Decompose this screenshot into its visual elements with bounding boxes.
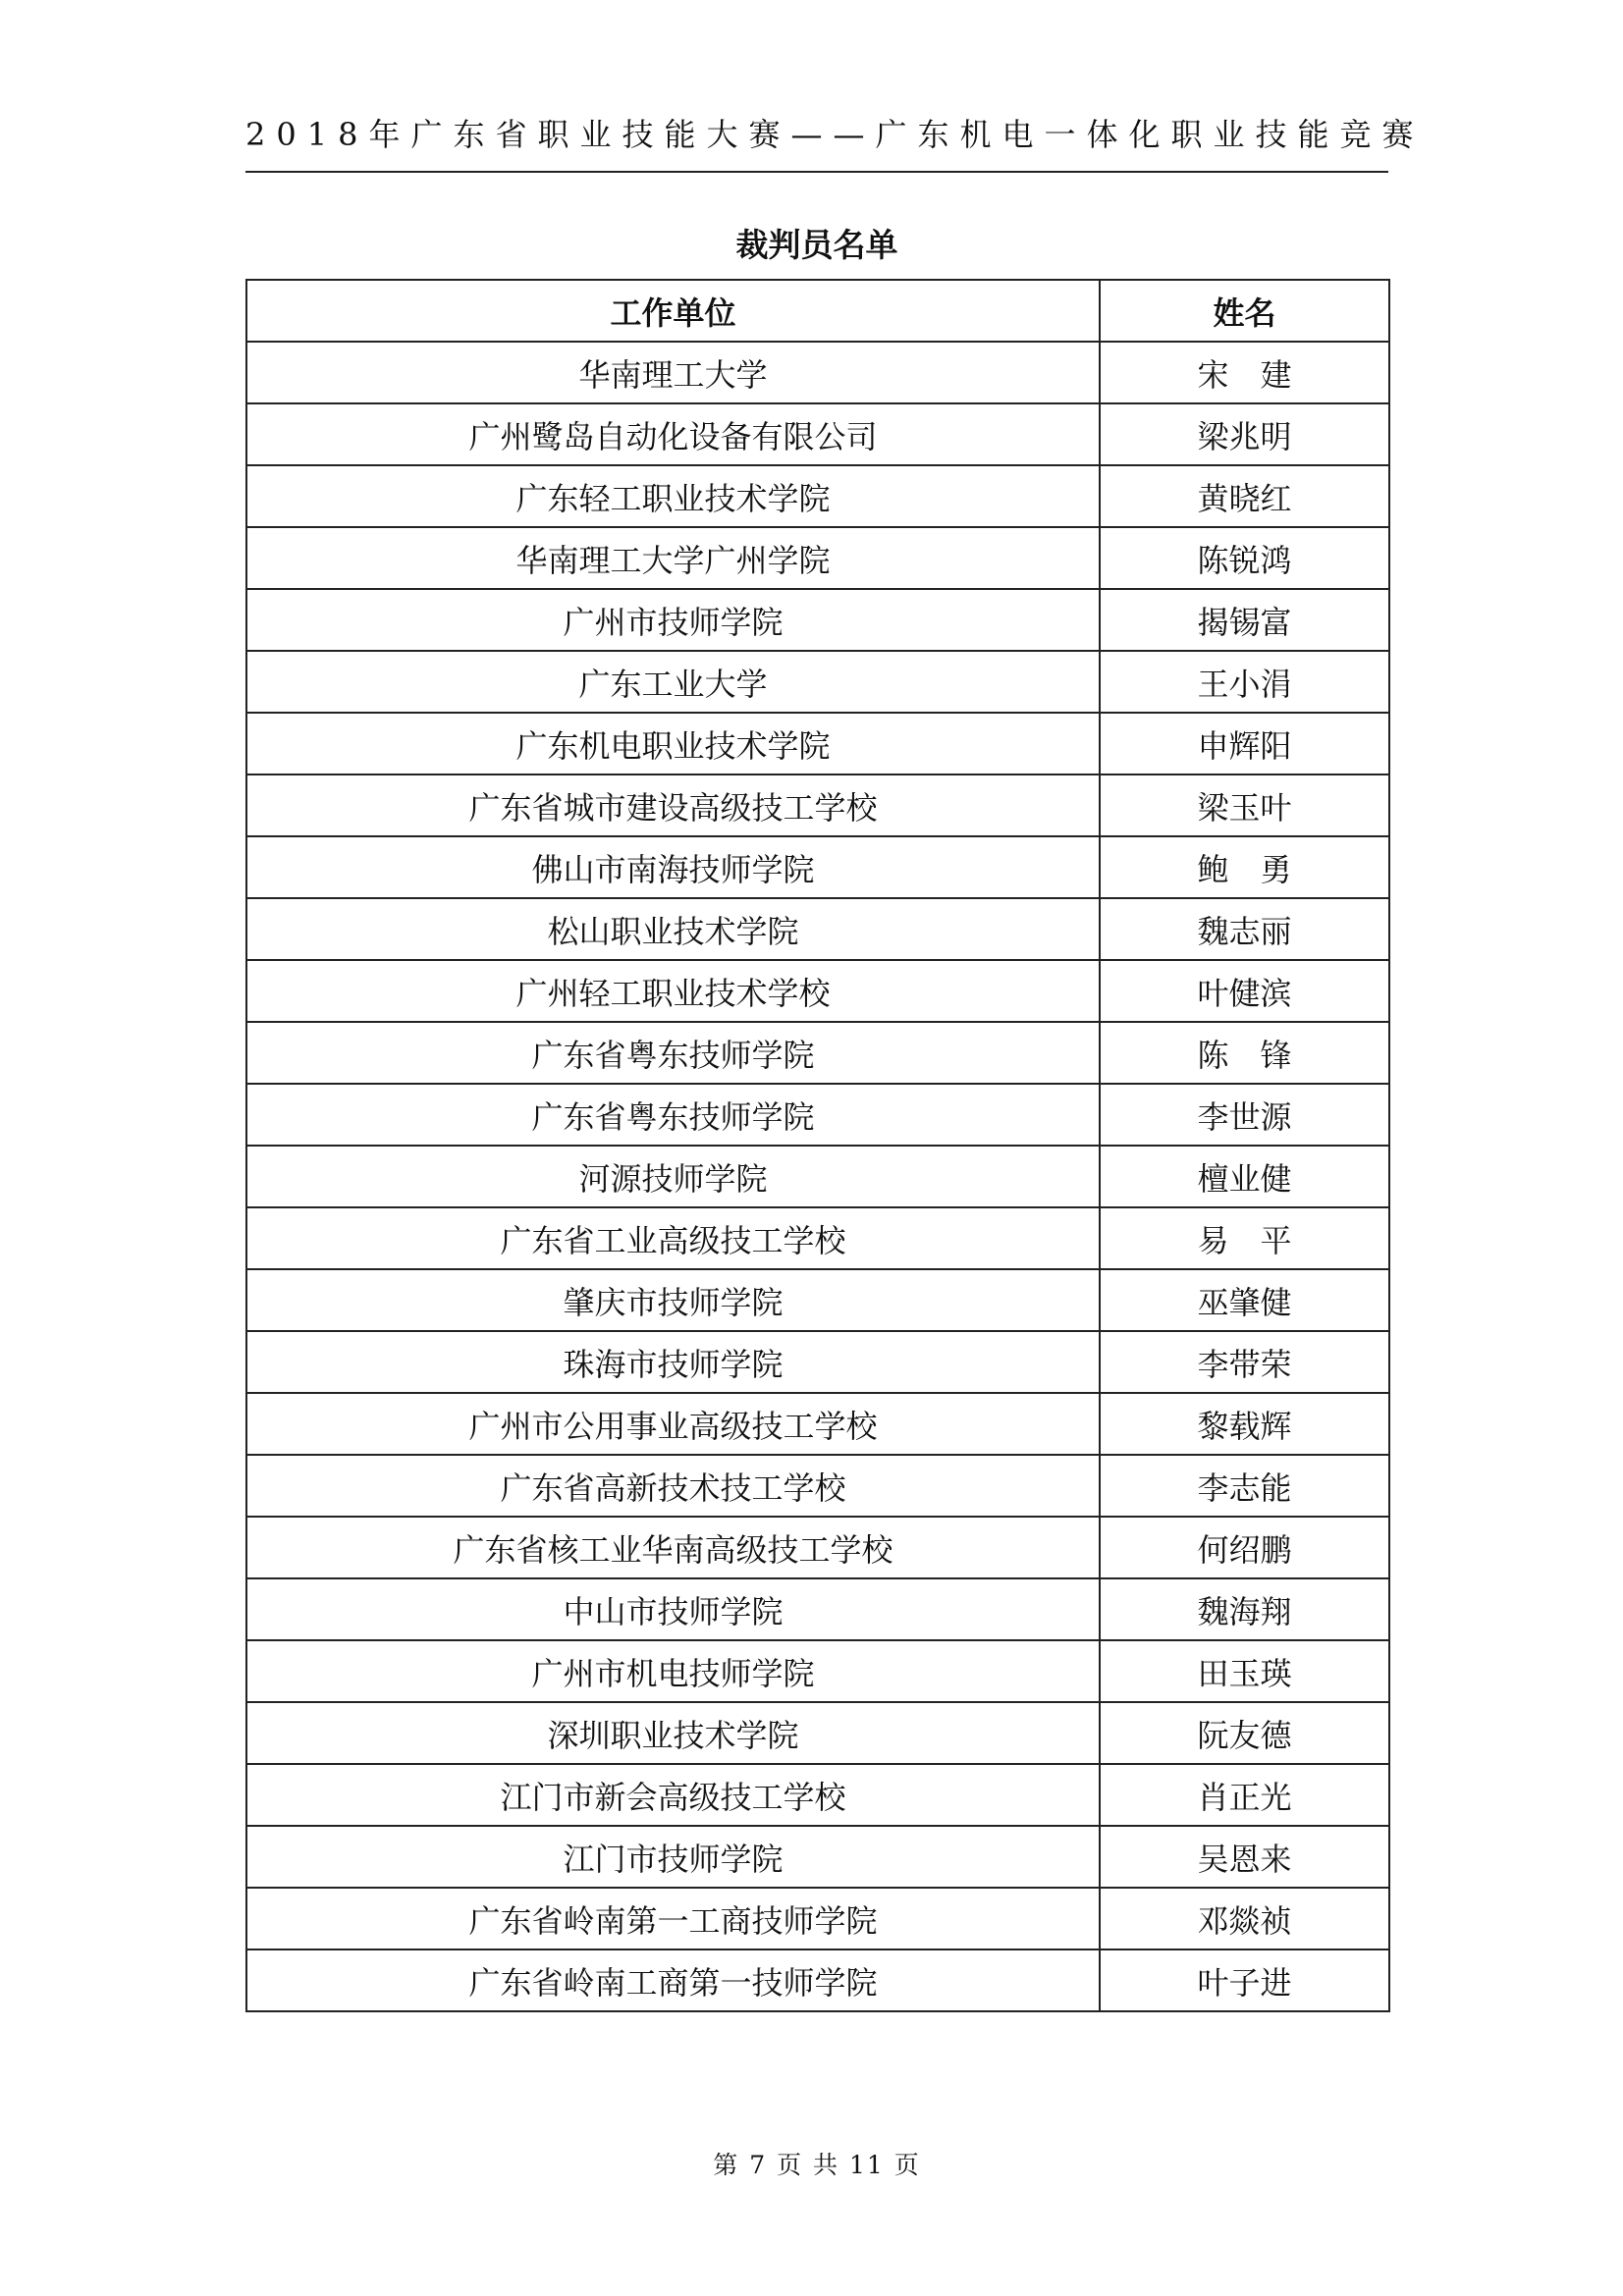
table-row bbox=[246, 774, 1389, 836]
table-row bbox=[246, 1517, 1389, 1578]
referee-name-cell: 陈 锋 bbox=[1100, 1022, 1389, 1084]
referee-name-cell: 何绍鹏 bbox=[1100, 1517, 1389, 1578]
referee-name-cell: 黎载辉 bbox=[1100, 1393, 1389, 1455]
organization-cell: 江门市新会高级技工学校 bbox=[246, 1764, 1100, 1826]
table-row bbox=[246, 1455, 1389, 1517]
referee-name-cell: 李志能 bbox=[1100, 1455, 1389, 1517]
page-footer: 第 7 页 共 11 页 bbox=[713, 2151, 921, 2179]
table-row bbox=[246, 465, 1389, 527]
referee-name-cell: 易 平 bbox=[1100, 1207, 1389, 1269]
organization-cell: 广东省工业高级技工学校 bbox=[246, 1207, 1100, 1269]
organization-cell: 广东省岭南工商第一技师学院 bbox=[246, 1949, 1100, 2011]
organization-cell: 松山职业技术学院 bbox=[246, 898, 1100, 960]
referee-name-cell: 吴恩来 bbox=[1100, 1826, 1389, 1888]
table-row bbox=[246, 1084, 1389, 1146]
table-row bbox=[246, 1826, 1389, 1888]
organization-cell: 中山市技师学院 bbox=[246, 1578, 1100, 1640]
table-row bbox=[246, 713, 1389, 774]
table-row bbox=[246, 1888, 1389, 1949]
organization-cell: 佛山市南海技师学院 bbox=[246, 836, 1100, 898]
referee-name-cell: 李带荣 bbox=[1100, 1331, 1389, 1393]
table-row bbox=[246, 403, 1389, 465]
table-row bbox=[246, 1764, 1389, 1826]
organization-cell: 肇庆市技师学院 bbox=[246, 1269, 1100, 1331]
page-header: 2018年广东省职业技能大赛——广东机电一体化职业技能竞赛 bbox=[245, 116, 1425, 153]
referee-name-cell: 叶子进 bbox=[1100, 1949, 1389, 2011]
table-row bbox=[246, 1578, 1389, 1640]
column-header-name: 姓名 bbox=[1100, 280, 1389, 342]
organization-cell: 江门市技师学院 bbox=[246, 1826, 1100, 1888]
referee-table bbox=[245, 279, 1390, 2012]
referee-name-cell: 阮友德 bbox=[1100, 1702, 1389, 1764]
table-body bbox=[246, 342, 1389, 2011]
table-row bbox=[246, 527, 1389, 589]
table-row bbox=[246, 1269, 1389, 1331]
table-row bbox=[246, 960, 1389, 1022]
organization-cell: 华南理工大学广州学院 bbox=[246, 527, 1100, 589]
table-row bbox=[246, 1640, 1389, 1702]
referee-name-cell: 李世源 bbox=[1100, 1084, 1389, 1146]
table-row bbox=[246, 342, 1389, 403]
document-title: 裁判员名单 bbox=[735, 226, 898, 264]
organization-cell: 河源技师学院 bbox=[246, 1146, 1100, 1207]
organization-cell: 广州市技师学院 bbox=[246, 589, 1100, 651]
referee-name-cell: 宋 建 bbox=[1100, 342, 1389, 403]
organization-cell: 广东省粤东技师学院 bbox=[246, 1084, 1100, 1146]
organization-cell: 广州市机电技师学院 bbox=[246, 1640, 1100, 1702]
organization-cell: 华南理工大学 bbox=[246, 342, 1100, 403]
referee-name-cell: 魏海翔 bbox=[1100, 1578, 1389, 1640]
table-row bbox=[246, 1022, 1389, 1084]
referee-name-cell: 黄晓红 bbox=[1100, 465, 1389, 527]
organization-cell: 广东工业大学 bbox=[246, 651, 1100, 713]
table-row bbox=[246, 651, 1389, 713]
organization-cell: 广东轻工职业技术学院 bbox=[246, 465, 1100, 527]
table-row bbox=[246, 1949, 1389, 2011]
table-header-row bbox=[246, 280, 1389, 342]
referee-name-cell: 魏志丽 bbox=[1100, 898, 1389, 960]
header-divider bbox=[245, 171, 1388, 173]
referee-name-cell: 梁玉叶 bbox=[1100, 774, 1389, 836]
referee-name-cell: 揭锡富 bbox=[1100, 589, 1389, 651]
referee-name-cell: 肖正光 bbox=[1100, 1764, 1389, 1826]
organization-cell: 深圳职业技术学院 bbox=[246, 1702, 1100, 1764]
table-row bbox=[246, 1331, 1389, 1393]
table-row bbox=[246, 1702, 1389, 1764]
table-row bbox=[246, 589, 1389, 651]
organization-cell: 广州轻工职业技术学校 bbox=[246, 960, 1100, 1022]
organization-cell: 广东省粤东技师学院 bbox=[246, 1022, 1100, 1084]
table-row bbox=[246, 1207, 1389, 1269]
referee-name-cell: 梁兆明 bbox=[1100, 403, 1389, 465]
referee-name-cell: 鲍 勇 bbox=[1100, 836, 1389, 898]
table-row bbox=[246, 1393, 1389, 1455]
table-row bbox=[246, 1146, 1389, 1207]
referee-name-cell: 田玉瑛 bbox=[1100, 1640, 1389, 1702]
column-header-organization: 工作单位 bbox=[246, 280, 1100, 342]
organization-cell: 广州鹭岛自动化设备有限公司 bbox=[246, 403, 1100, 465]
referee-name-cell: 陈锐鸿 bbox=[1100, 527, 1389, 589]
organization-cell: 广东省核工业华南高级技工学校 bbox=[246, 1517, 1100, 1578]
referee-name-cell: 巫肇健 bbox=[1100, 1269, 1389, 1331]
organization-cell: 广州市公用事业高级技工学校 bbox=[246, 1393, 1100, 1455]
table-row bbox=[246, 898, 1389, 960]
organization-cell: 广东省城市建设高级技工学校 bbox=[246, 774, 1100, 836]
referee-name-cell: 檀业健 bbox=[1100, 1146, 1389, 1207]
organization-cell: 珠海市技师学院 bbox=[246, 1331, 1100, 1393]
referee-name-cell: 叶健滨 bbox=[1100, 960, 1389, 1022]
referee-name-cell: 邓燚祯 bbox=[1100, 1888, 1389, 1949]
organization-cell: 广东机电职业技术学院 bbox=[246, 713, 1100, 774]
organization-cell: 广东省岭南第一工商技师学院 bbox=[246, 1888, 1100, 1949]
organization-cell: 广东省高新技术技工学校 bbox=[246, 1455, 1100, 1517]
table-row bbox=[246, 836, 1389, 898]
referee-name-cell: 申辉阳 bbox=[1100, 713, 1389, 774]
referee-name-cell: 王小涓 bbox=[1100, 651, 1389, 713]
